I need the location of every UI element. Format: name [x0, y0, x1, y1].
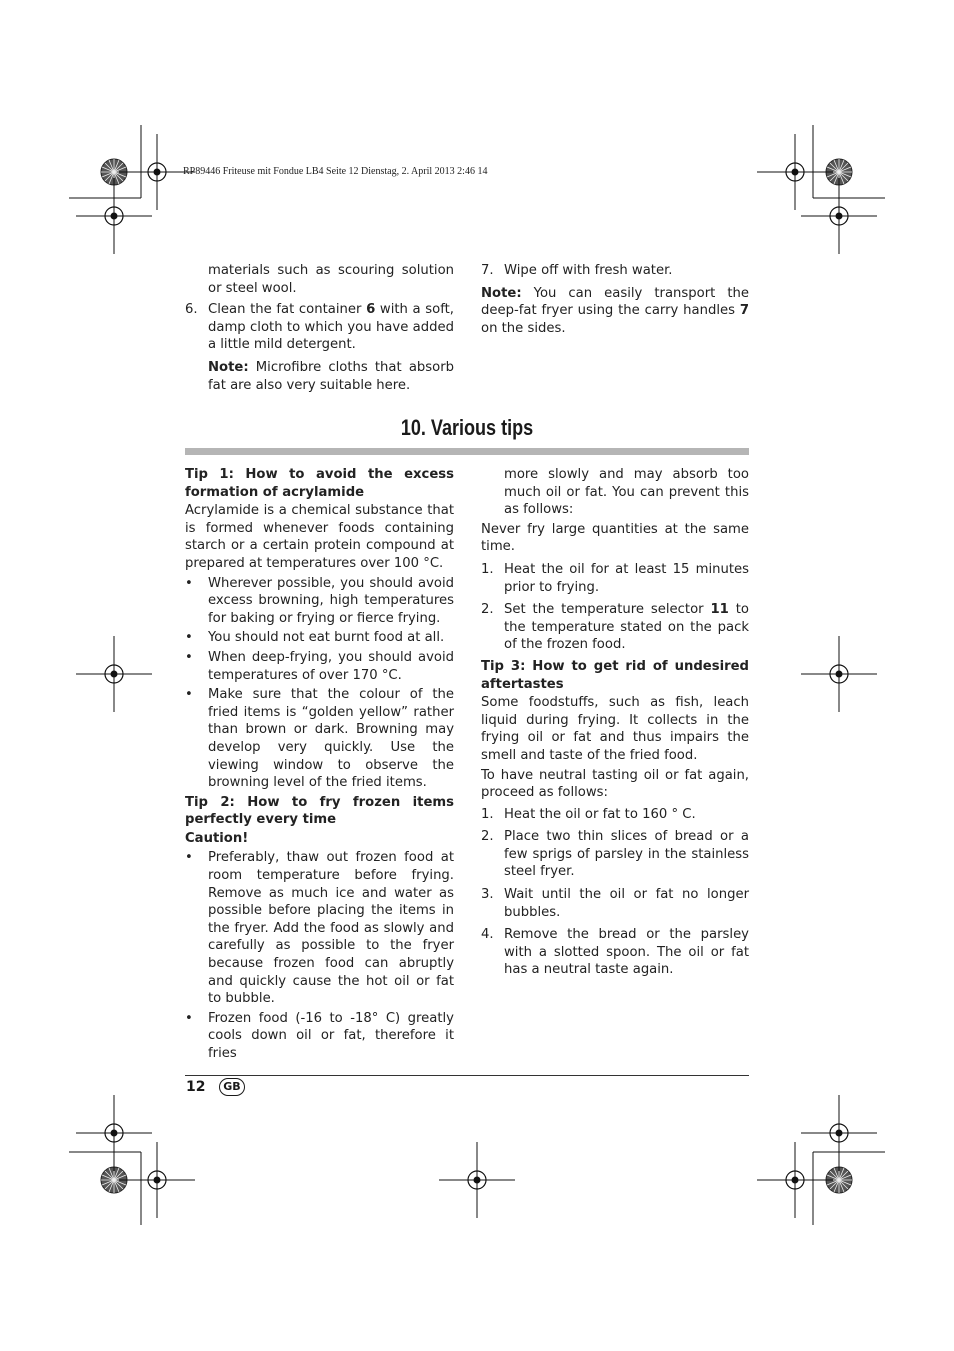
- paragraph: Some foodstuffs, such as fish, leach liquid during frying. It collects in the frying oil or fat and thus impairs the smell and taste of the fried food.: [481, 695, 749, 763]
- list-item: 2. Set the temperature selector 11 to the temperature stated on the pack of the frozen food.: [481, 602, 749, 653]
- section-rule: [185, 448, 749, 455]
- bullet-item: • Frozen food (-16 to -18° C) greatly cools down oil or fat, therefore it fries: [185, 1010, 454, 1061]
- left-column: [185, 466, 454, 1063]
- printer-imprint: RP89446 Friteuse mit Fondue LB4 Seite 12 Dienstag, 2. April 2013 2:46 14: [183, 166, 488, 177]
- top-left-column: [185, 262, 454, 394]
- bullet-item: • When deep-frying, you should avoid temperatures of over 170 °C.: [185, 649, 454, 683]
- list-item: 7. Wipe off with fresh water.: [481, 263, 673, 278]
- bullet-item: • Preferably, thaw out frozen food at room temperature before frying. Remove as much ice and water as possible before placing the items in the fryer. Add the food as slowly and carefully as possible to the fryer because frozen food can abruptly and quickly cause the hot oil or fat to bubble.: [185, 850, 454, 1007]
- bullet-item: • You should not eat burnt food at all.: [185, 630, 445, 646]
- registration-mark: [801, 1095, 877, 1171]
- list-item: 4. Remove the bread or the parsley with a slotted spoon. The oil or fat has a neutral taste again.: [481, 927, 749, 978]
- continuation-text: materials such as scouring solution or steel wool.: [208, 263, 454, 296]
- registration-mark: [801, 636, 877, 712]
- bullet-item: • Wherever possible, you should avoid excess browning, high temperatures for baking or frying or fierce frying.: [185, 575, 454, 626]
- tip1-heading: Tip 1: How to avoid the excess formation of acrylamide: [185, 467, 454, 500]
- right-column: [481, 466, 749, 979]
- footer-rule: [185, 1075, 749, 1076]
- bullet-item: • Make sure that the colour of the fried items is “golden yellow” rather than brown or dark. Browning may develop very quickly. Use the viewing window to observe the browning level of the fried items.: [185, 687, 454, 791]
- list-item: 6. Clean the fat container 6 with a soft, damp cloth to which you have added a little mild detergent.: [185, 302, 454, 353]
- continuation-text: more slowly and may absorb too much oil or fat. You can prevent this as follows:: [504, 467, 749, 518]
- paragraph: Never fry large quantities at the same time.: [481, 521, 749, 555]
- tip1-intro: Acrylamide is a chemical substance that is formed whenever foods containing starch or a certain protein compound at prepared at temperatures over 100 °C.: [185, 503, 454, 571]
- list-item: 1. Heat the oil or fat to 160 ° C.: [481, 806, 696, 822]
- note: Note: You can easily transport the deep-fat fryer using the carry handles 7 on the sides.: [481, 285, 749, 336]
- registration-mark: [801, 178, 877, 254]
- registration-mark: [119, 1142, 195, 1218]
- registration-mark: [439, 1142, 515, 1218]
- section-title: 10. Various tips: [400, 415, 534, 440]
- paragraph: To have neutral tasting oil or fat again, proceed as follows:: [481, 767, 749, 801]
- registration-mark: [757, 134, 833, 210]
- page-number: 12: [186, 1079, 206, 1095]
- caution-label: Caution!: [185, 830, 249, 846]
- tip3-heading: Tip 3: How to get rid of undesired aftertastes: [481, 658, 749, 692]
- top-right-column: [481, 262, 749, 337]
- list-item: 2. Place two thin slices of bread or a few sprigs of parsley in the stainless steel fryer.: [481, 829, 749, 880]
- tip2-heading: Tip 2: How to fry frozen items perfectly every time: [185, 794, 454, 828]
- language-badge: GB: [219, 1078, 245, 1096]
- note: Note: Microfibre cloths that absorb fat are also very suitable here.: [208, 359, 454, 393]
- registration-mark: [757, 1142, 833, 1218]
- list-item: 3. Wait until the oil or fat no longer bubbles.: [481, 887, 749, 920]
- registration-mark: [76, 636, 152, 712]
- list-item: 1. Heat the oil for at least 15 minutes prior to frying.: [481, 561, 749, 595]
